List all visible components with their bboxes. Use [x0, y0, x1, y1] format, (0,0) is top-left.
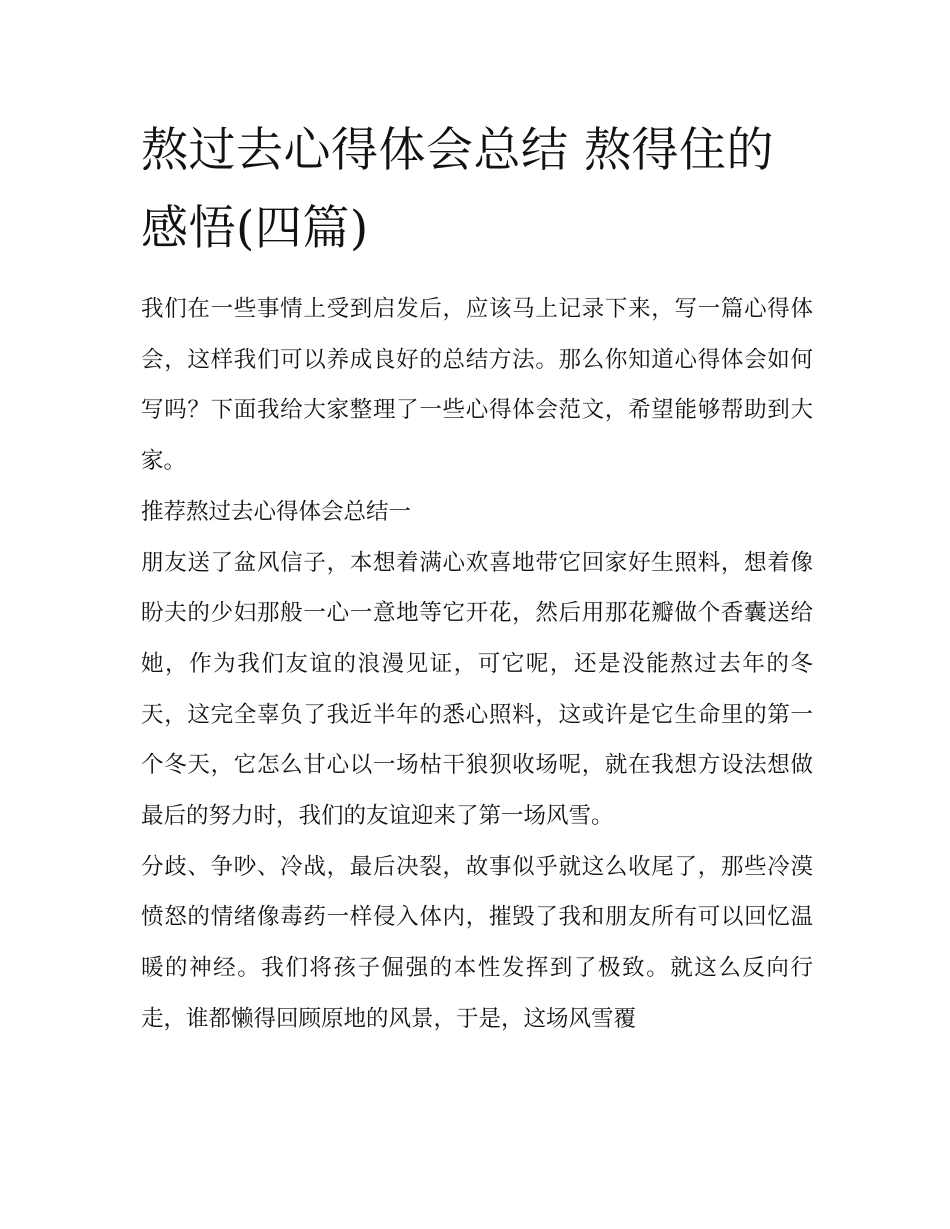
section-heading: 推荐熬过去心得体会总结一 [141, 498, 412, 525]
intro-paragraph: 我们在一些事情上受到启发后，应该马上记录下来，写一篇心得体会，这样我们可以养成良好的总结方法。那么你知道心得体会如何写吗？下面我给大家整理了一些心得体会范文，希望能够帮助到大家。 [141, 296, 813, 475]
body-paragraph: 朋友送了盆风信子，本想着满心欢喜地带它回家好生照料，想着像盼夫的少妇那般一心一意地等它开花，然后用那花瓣做个香囊送给她，作为我们友谊的浪漫见证，可它呢，还是没能熬过去年的冬天，这完全辜负了我近半年的悉心照料，这或许是它生命里的第一个冬天，它怎么甘心以一场枯干狼狈收场呢，就在我想方设法想做最后的努力时，我们的友谊迎来了第一场风雪。 [141, 549, 813, 830]
body-paragraph: 分歧、争吵、冷战，最后决裂，故事似乎就这么收尾了，那些冷漠愤怒的情绪像毒药一样侵入体内，摧毁了我和朋友所有可以回忆温暖的神经。我们将孩子倔强的本性发挥到了极致。就这么反向行走，谁都懒得回顾原地的风景，于是，这场风雪覆 [141, 853, 813, 1032]
document-title: 熬过去心得体会总结 熬得住的感悟(四篇) [141, 123, 774, 256]
document-body [141, 112, 813, 1045]
